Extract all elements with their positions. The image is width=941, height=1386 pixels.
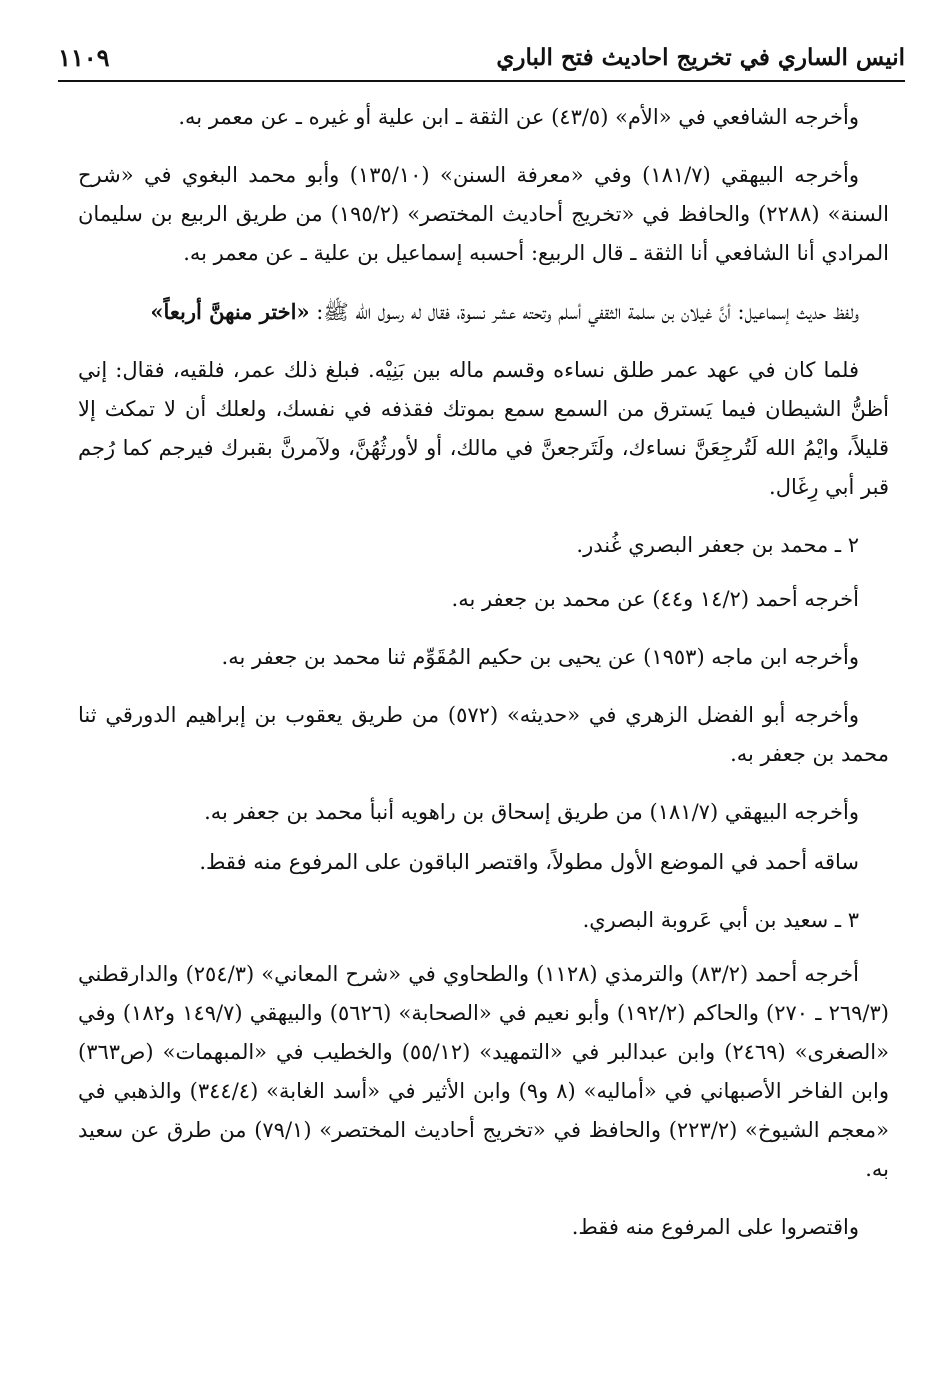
paragraph-ahmad-note: ساقه أحمد في الموضع الأول مطولاً، واقتصر الباقون على المرفوع منه فقط. bbox=[199, 850, 859, 874]
paragraph-ismail-wording bbox=[78, 292, 889, 332]
paragraph-ibn-majah: وأخرجه ابن ماجه (١٩٥٣) عن يحيى بن حكيم المُقَوِّم ثنا محمد بن جعفر به. bbox=[221, 645, 859, 669]
section-heading-2: ٢ ـ محمد بن جعفر البصري غُندر. bbox=[576, 533, 859, 557]
paragraph-closing-note: واقتصروا على المرفوع منه فقط. bbox=[571, 1215, 859, 1239]
section-heading-3: ٣ ـ سعيد بن أبي عَروبة البصري. bbox=[582, 908, 859, 932]
paragraph-umar-story: فلما كان في عهد عمر طلق نساءه وقسم ماله بين بَنِيْه. فبلغ ذلك عمر، فلقيه، فقال: إني أظنُّ الشيطان فيما يَسترق من السمع سمع بموتك فقذفه في نفسك، ولعلك أن لا تمكث إلا قليلاً، وايْمُ الله لَتُرجِعَنَّ نساءك، ولَتَرجعنَّ في مالك، أو لأورثُهُنَّ، ولآمرنَّ بقبرك فيرجم كما رُجم قبر أبي رِغَال. bbox=[78, 358, 889, 499]
paragraph-ahmad: أخرجه أحمد (١٤/٢ و٤٤) عن محمد بن جعفر به. bbox=[451, 587, 859, 611]
paragraph-bayhaqi: وأخرجه البيهقي (١٨١/٧) وفي «معرفة السنن» (١٣٥/١٠) وأبو محمد البغوي في «شرح السنة» (٢٢٨٨) والحافظ في «تخريج أحاديث المختصر» (١٩٥/٢) من طريق الربيع بن سليمان المرادي أنا الشافعي أنا الثقة ـ قال الربيع: أحسبه إسماعيل بن علية ـ عن معمر به. bbox=[78, 163, 890, 265]
wording-intro: ولفظ حديث إسماعيل: أنَّ غيلان بن سلمة الثقفي أسلم وتحته عشر نسوة، فقال له رسول الله ﷺ: bbox=[316, 300, 859, 324]
paragraph-takhrij-saeed: أخرجه أحمد (٨٣/٢) والترمذي (١١٢٨) والطحاوي في «شرح المعاني» (٢٥٤/٣) والدارقطني (٢٦٩/٣ ـ ٢٧٠) والحاكم (١٩٢/٢) وأبو نعيم في «الصحابة» (٥٦٢٦) والبيهقي (١٤٩/٧ و١٨٢) وفي «الصغرى» (٢٤٦٩) وابن عبدالبر في «التمهيد» (٥٥/١٢) والخطيب في «المبهمات» (ص٣٦٣) وابن الفاخر الأصبهاني في «أماليه» (٨ و٩) وابن الأثير في «أسد الغابة» (٣٤٤/٤) والذهبي في «معجم الشيوخ» (٢٢٣/٢) والحافظ في «تخريج أحاديث المختصر» (٧٩/١) من طرق عن سعيد به. bbox=[78, 962, 890, 1181]
page-number: ١١٠٩ bbox=[58, 43, 110, 72]
page-body bbox=[78, 98, 889, 1247]
paragraph-zuhri: وأخرجه أبو الفضل الزهري في «حديثه» (٥٧٢) من طريق يعقوب بن إبراهيم الدورقي ثنا محمد بن جعفر به. bbox=[78, 703, 889, 766]
running-header bbox=[58, 40, 905, 82]
paragraph-shafii: وأخرجه الشافعي في «الأم» (٤٣/٥) عن الثقة ـ ابن علية أو غيره ـ عن معمر به. bbox=[178, 105, 859, 129]
hadith-quote: «اختر منهنَّ أربعاً» bbox=[150, 299, 310, 324]
paragraph-bayhaqi-ishaq: وأخرجه البيهقي (١٨١/٧) من طريق إسحاق بن راهويه أنبأ محمد بن جعفر به. bbox=[204, 800, 859, 824]
book-title: انيس الساري في تخريج احاديث فتح الباري bbox=[496, 44, 905, 71]
